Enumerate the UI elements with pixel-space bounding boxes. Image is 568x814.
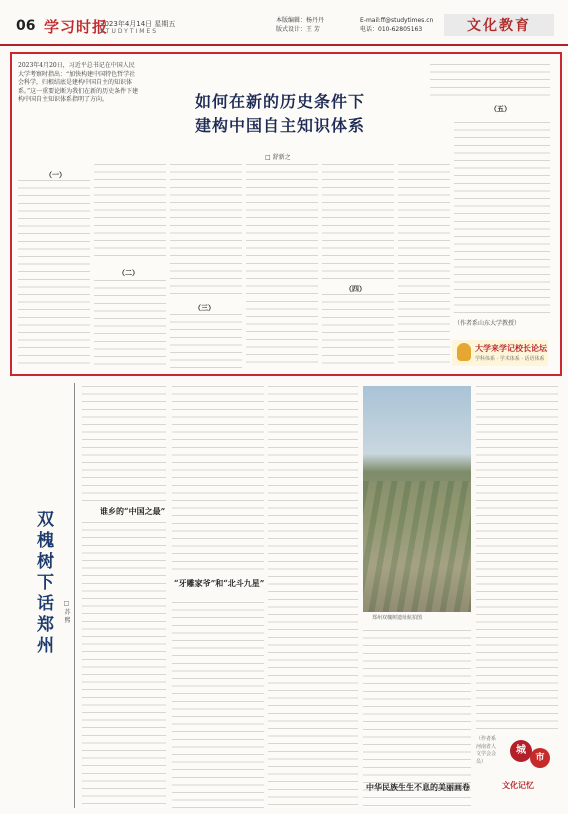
text-column <box>94 162 166 262</box>
issue-date: 2023年4月14日 星期五 <box>100 20 176 28</box>
badge-char-2: 市 <box>530 748 550 768</box>
text-column <box>18 178 90 368</box>
forum-banner-title: 大学来学记校长论坛 <box>475 344 547 353</box>
article-byline: □ 舒新之 <box>265 154 291 161</box>
text-column <box>82 384 166 502</box>
section-heading: （一） <box>45 170 66 179</box>
title-line-1: 如何在新的历史条件下 <box>194 92 365 111</box>
page-header <box>0 0 568 46</box>
editor-credits <box>276 16 324 34</box>
english-masthead: STUDYTIMES <box>100 28 159 35</box>
footnote-text: （作者系河南省人文学会会员） <box>476 736 497 765</box>
section-heading: （三） <box>194 303 215 312</box>
email-line: E-mail:ff@studytimes.cn <box>360 17 434 24</box>
forum-banner-subtitle: 学科体系 · 学术体系 · 话语体系 <box>475 356 545 362</box>
badge-char-1: 城 <box>510 740 532 762</box>
badge-caption: 文化记忆 <box>502 781 534 790</box>
article2-byline: □ 苏 熙 <box>63 600 70 623</box>
subheading: “牙雕家爷”和“北斗九星” <box>174 578 265 588</box>
contact-info <box>360 16 433 34</box>
section-heading: （四） <box>345 284 366 293</box>
subheading: 谁乡的“中国之最” <box>100 506 166 516</box>
designer-line: 版式设计：王 芳 <box>276 26 320 33</box>
text-column <box>82 520 166 808</box>
text-column <box>94 278 166 368</box>
editor-line: 本版编辑：杨丹丹 <box>276 17 325 24</box>
text-column <box>430 62 550 102</box>
section-heading: （二） <box>118 268 139 277</box>
phone-line: 电话：010-62805163 <box>360 26 423 33</box>
subheading: 中华民族生生不息的美丽画卷 <box>366 782 470 792</box>
newspaper-logo: 学习时报 <box>44 18 109 36</box>
page-number: 06 <box>16 18 36 34</box>
text-column <box>322 292 394 368</box>
article2-title: 双槐树下话郑州 <box>33 510 53 657</box>
article-lead: 2023年4月20日，习近平总书记在中国人民大学考察时指出：“加快构建中国特色哲学社会科学，归根结底是建构中国自主的知识体系。”这一重要论断为我们在新的历史条件下建构中国自主知识体系指明了方向。 <box>18 62 139 104</box>
section-heading: （五） <box>490 104 511 113</box>
text-column <box>170 162 242 300</box>
author-footnote <box>476 736 497 765</box>
text-column <box>476 384 558 734</box>
text-column <box>170 312 242 368</box>
article-title <box>150 90 410 138</box>
photo-caption: 郑州双槐树遗址航拍图 <box>372 615 423 621</box>
section-title: 文化教育 <box>444 14 554 36</box>
city-culture-badge <box>500 740 556 806</box>
column-divider <box>74 383 75 808</box>
text-column <box>172 600 264 808</box>
author-note: （作者系山东大学教授） <box>454 320 521 327</box>
text-column <box>322 162 394 282</box>
text-column <box>172 384 264 574</box>
title-line-2: 建构中国自主知识体系 <box>194 116 365 135</box>
text-column <box>246 162 318 368</box>
text-column <box>454 120 550 315</box>
text-column <box>398 162 450 368</box>
text-column <box>363 628 471 808</box>
text-column <box>268 384 358 808</box>
owl-mascot-icon <box>457 343 471 361</box>
aerial-site-photo <box>363 386 471 612</box>
